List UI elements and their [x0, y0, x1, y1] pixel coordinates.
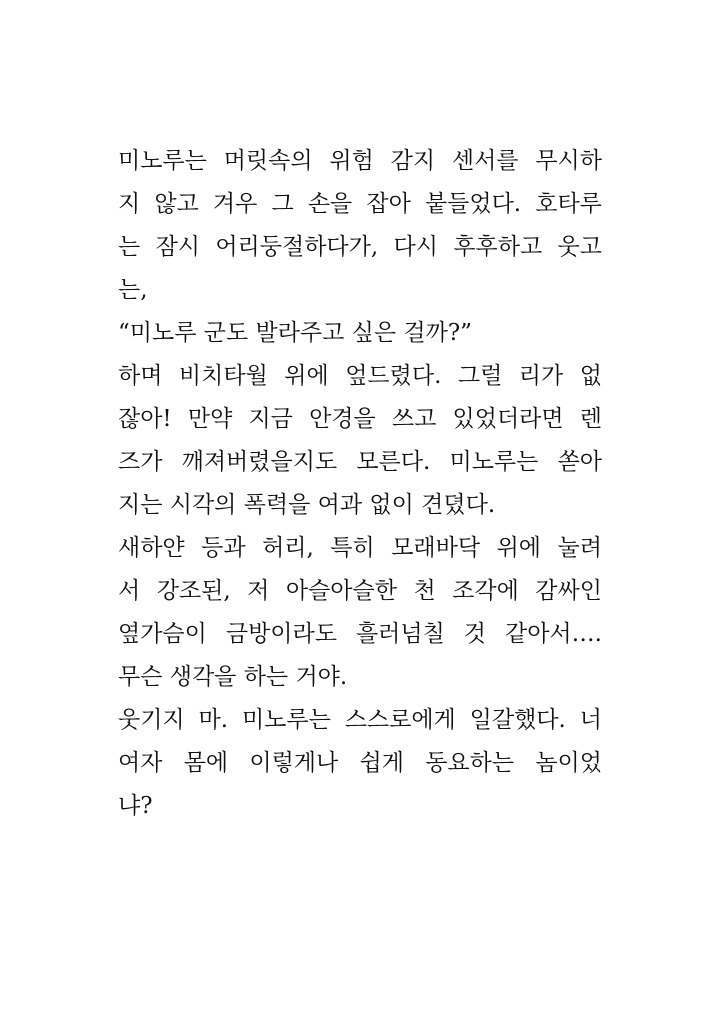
word: 것 — [463, 621, 487, 647]
text-line — [118, 140, 602, 183]
word: 웃기지 — [118, 707, 185, 733]
word: 쏟아 — [557, 449, 602, 475]
word: 위에 — [284, 363, 329, 389]
word: 쉽게 — [359, 750, 404, 776]
word: 엎드렸다. — [345, 363, 442, 389]
word: 일갈했다. — [469, 707, 566, 733]
text-line: 무슨 생각을 하는 거야. — [118, 664, 348, 690]
word: 위에 — [496, 535, 542, 561]
text-line: 지는 시각의 폭력을 여과 없이 견뎠다. — [118, 492, 496, 518]
word: 하며 — [118, 363, 163, 389]
word: 스스로에게 — [344, 707, 456, 733]
word: 센서를 — [451, 148, 519, 174]
word: 강조된, — [156, 578, 231, 604]
word: 모래바닥 — [391, 535, 481, 561]
word: 이렇게나 — [249, 750, 339, 776]
text-line: “미노루 군도 발라주고 싶은 걸까?” — [118, 320, 472, 346]
text-line: 냐? — [118, 793, 153, 819]
word: 잠시 — [155, 234, 200, 260]
word: 감싸인 — [535, 578, 602, 604]
word: 허리, — [262, 535, 314, 561]
word: 위험 — [329, 148, 374, 174]
word: 미노루는 — [118, 148, 207, 174]
word: 미노루는 — [449, 449, 539, 475]
word: 호타루 — [535, 191, 602, 217]
word: 감지 — [390, 148, 436, 174]
word: 웃고 — [557, 234, 602, 260]
word: 등과 — [201, 535, 246, 561]
word: 다시 — [393, 234, 438, 260]
text-line — [118, 527, 602, 570]
word: 새하얀 — [118, 535, 185, 561]
word: 옆가슴이 — [118, 621, 207, 647]
word: 잡아 — [366, 191, 411, 217]
word: 특히 — [330, 535, 375, 561]
word: 서 — [118, 578, 141, 604]
word: 놈이었 — [535, 750, 602, 776]
word: 아슬아슬한 — [285, 578, 397, 604]
word: 무시하 — [535, 148, 602, 174]
word: 몸에 — [183, 750, 229, 776]
text-line: 는, — [118, 277, 148, 303]
word: 금방이라도 — [225, 621, 337, 647]
word: 조각에 — [452, 578, 519, 604]
word: 리가 — [518, 363, 564, 389]
word: 렌 — [579, 406, 602, 432]
word: 어리둥절하다가, — [215, 234, 379, 260]
word: 않고 — [154, 191, 199, 217]
text-line — [118, 226, 602, 269]
word: 저 — [247, 578, 270, 604]
word: 여자 — [118, 750, 163, 776]
word: 만약 — [187, 406, 233, 432]
word: 쓰고 — [391, 406, 437, 432]
body-text — [118, 140, 602, 828]
word: 잖아! — [118, 406, 172, 432]
word: 마. — [198, 707, 229, 733]
word: 같아서…. — [505, 621, 602, 647]
word: 겨우 — [212, 191, 258, 217]
word: 지 — [118, 191, 141, 217]
text-line — [118, 355, 602, 398]
word: 흘러넘칠 — [355, 621, 445, 647]
word: 깨져버렸을지도 — [181, 449, 338, 475]
word: 동요하는 — [425, 750, 515, 776]
word: 안경을 — [309, 406, 376, 432]
word: 미노루는 — [241, 707, 331, 733]
word: 는 — [118, 234, 141, 260]
word: 없 — [579, 363, 602, 389]
word: 손을 — [307, 191, 353, 217]
word: 지금 — [248, 406, 293, 432]
word: 그 — [271, 191, 294, 217]
word: 천 — [413, 578, 436, 604]
word: 후후하고 — [453, 234, 543, 260]
word: 모른다. — [356, 449, 431, 475]
text-line — [118, 398, 602, 441]
word: 있었더라면 — [452, 406, 564, 432]
word: 너 — [579, 707, 602, 733]
word: 즈가 — [118, 449, 163, 475]
word: 머릿속의 — [223, 148, 313, 174]
text-line — [118, 570, 602, 613]
text-line — [118, 742, 602, 785]
word: 눌려 — [557, 535, 602, 561]
text-line — [118, 441, 602, 484]
text-line — [118, 699, 602, 742]
word: 붙들었다. — [424, 191, 522, 217]
word: 비치타월 — [178, 363, 268, 389]
text-line — [118, 183, 602, 226]
text-line — [118, 613, 602, 656]
word: 그럴 — [457, 363, 503, 389]
